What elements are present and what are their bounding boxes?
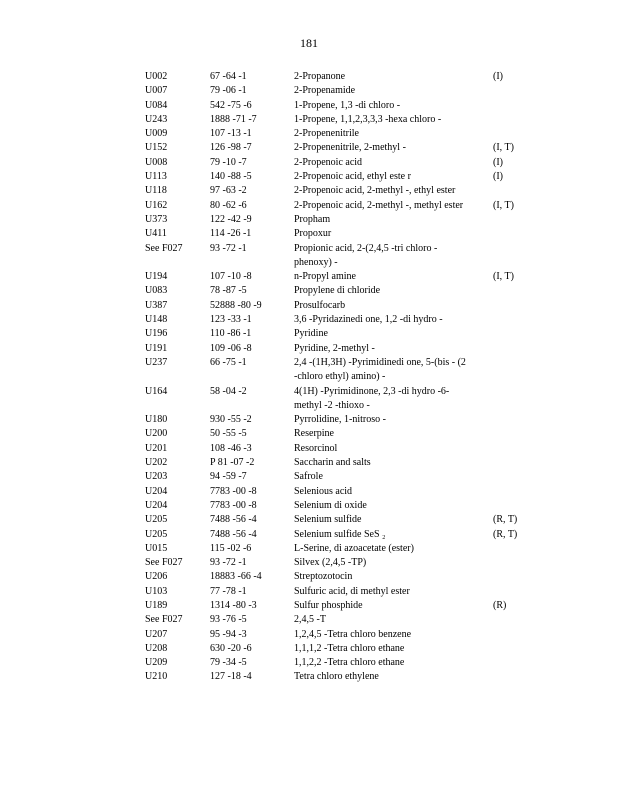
table-row (0, 313, 618, 327)
table-row (0, 613, 618, 627)
cas-number: 67 -64 -1 (210, 71, 247, 82)
table-row (0, 513, 618, 527)
table-row (0, 528, 618, 542)
substance-name: n-Propyl amine (294, 271, 356, 283)
waste-code: U162 (145, 199, 168, 211)
substance-name: Safrole (294, 471, 323, 483)
waste-code: U237 (145, 356, 168, 368)
cas-number: 107 -10 -8 (210, 271, 252, 283)
substance-name: 2-Propenoic acid (294, 156, 363, 168)
substance-name: Tetra chloro ethylene (294, 671, 379, 683)
waste-code: U189 (145, 599, 168, 611)
substance-name: Propham (294, 213, 331, 225)
table-row (0, 199, 618, 213)
table-row (0, 485, 618, 499)
waste-code: U201 (145, 442, 168, 454)
hazard-code: (I) (493, 71, 503, 82)
hazard-code: (I) (493, 156, 503, 168)
cas-number: 66 -75 -1 (210, 356, 247, 368)
table-row (0, 570, 618, 584)
waste-code: U203 (145, 471, 168, 483)
waste-code: U118 (145, 185, 167, 197)
table-row (0, 656, 618, 670)
substance-name: Resorcinol (294, 442, 338, 454)
waste-code: U411 (145, 228, 167, 240)
cas-number: 108 -46 -3 (210, 442, 252, 454)
waste-code: U191 (145, 342, 168, 354)
cas-number: 126 -98 -7 (210, 142, 252, 154)
waste-code: U083 (145, 285, 168, 297)
substance-name: 1,2,4,5 -Tetra chloro benzene (294, 628, 412, 640)
table-row (0, 113, 618, 127)
table-row (0, 599, 618, 613)
waste-code: U205 (145, 528, 168, 540)
cas-number: 115 -02 -6 (210, 542, 252, 554)
cas-number: 93 -76 -5 (210, 614, 247, 626)
substance-name: Streptozotocin (294, 571, 353, 583)
table-row (0, 242, 618, 271)
cas-number: 80 -62 -6 (210, 199, 247, 211)
substance-name: Propionic acid, 2-(2,4,5 -tri chloro - phenoxy) - (294, 242, 438, 268)
substance-name: 2-Propenenitrile, 2-methyl - (294, 142, 406, 154)
waste-code: U194 (145, 271, 168, 283)
cas-number: 109 -06 -8 (210, 342, 252, 354)
cas-number: 93 -72 -1 (210, 557, 247, 569)
substance-name: 1,1,2,2 -Tetra chloro ethane (294, 657, 405, 669)
cas-number: P 81 -07 -2 (210, 457, 255, 469)
cas-number: 79 -10 -7 (210, 156, 247, 168)
table-row (0, 442, 618, 456)
substance-name: Propylene di chloride (294, 285, 381, 297)
waste-code: See F027 (145, 242, 183, 254)
substance-name: Sulfur phosphide (294, 599, 363, 611)
table-row (0, 585, 618, 599)
table-row (0, 170, 618, 184)
cas-number: 7488 -56 -4 (210, 514, 257, 526)
waste-code: U204 (145, 485, 168, 497)
cas-number: 95 -94 -3 (210, 628, 247, 640)
cas-number: 77 -78 -1 (210, 585, 247, 597)
waste-code: U002 (145, 71, 168, 82)
substance-name: 1-Propene, 1,3 -di chloro - (294, 99, 401, 111)
substance-name: 2-Propenoic acid, 2-methyl -, ethyl ester (294, 185, 456, 197)
waste-code: U208 (145, 642, 168, 654)
substance-name: L-Serine, di azoacetate (ester) (294, 542, 414, 554)
substance-name: 4(1H) -Pyrimidinone, 2,3 -di hydro -6- methyl -2 -thioxo - (294, 385, 450, 411)
hazard-code: (R, T) (493, 528, 518, 540)
substance-name: 2-Propenoic acid, ethyl este r (294, 171, 411, 183)
cas-number: 94 -59 -7 (210, 471, 247, 483)
cas-number: 1888 -71 -7 (210, 113, 257, 125)
hazardous-waste-table (0, 70, 618, 685)
hazard-code: (R) (493, 599, 507, 611)
waste-code: U152 (145, 142, 168, 154)
cas-number: 50 -55 -5 (210, 428, 247, 440)
cas-number: 110 -86 -1 (210, 328, 252, 340)
table-row (0, 427, 618, 441)
substance-name: 3,6 -Pyridazinedi one, 1,2 -di hydro - (294, 314, 443, 326)
waste-code: U210 (145, 671, 168, 683)
waste-code: U209 (145, 657, 168, 669)
substance-name: 2-Propanone (294, 71, 346, 82)
substance-name: Propoxur (294, 228, 332, 240)
waste-code: U103 (145, 585, 168, 597)
waste-code: U196 (145, 328, 168, 340)
cas-number: 93 -72 -1 (210, 242, 247, 254)
table-row (0, 356, 618, 385)
hazard-code: (I, T) (493, 142, 514, 154)
cas-number: 122 -42 -9 (210, 213, 252, 225)
waste-code: U205 (145, 514, 168, 526)
table-row (0, 456, 618, 470)
table-row (0, 141, 618, 155)
waste-code: U180 (145, 414, 168, 426)
table-row (0, 84, 618, 98)
hazard-code: (I) (493, 171, 503, 183)
waste-code: See F027 (145, 557, 183, 569)
waste-code: See F027 (145, 614, 183, 626)
table-row (0, 628, 618, 642)
cas-number: 79 -34 -5 (210, 657, 247, 669)
substance-name: 1-Propene, 1,1,2,3,3,3 -hexa chloro - (294, 113, 442, 125)
cas-number: 78 -87 -5 (210, 285, 247, 297)
substance-name: Pyridine, 2-methyl - (294, 342, 375, 354)
substance-name: Selenium sulfide (294, 514, 362, 526)
table-row (0, 127, 618, 141)
substance-name: Selenium di oxide (294, 499, 367, 511)
table-row (0, 299, 618, 313)
substance-name: 1,1,1,2 -Tetra chloro ethane (294, 642, 405, 654)
cas-number: 114 -26 -1 (210, 228, 252, 240)
waste-code: U007 (145, 85, 168, 97)
substance-name: Selenious acid (294, 485, 353, 497)
waste-code: U164 (145, 385, 168, 397)
waste-code: U373 (145, 213, 168, 225)
table-row (0, 70, 618, 84)
waste-code: U206 (145, 571, 168, 583)
waste-code: U113 (145, 171, 167, 183)
table-row (0, 556, 618, 570)
page-number: 181 (300, 36, 318, 50)
substance-name: Sulfuric acid, di methyl ester (294, 585, 410, 597)
table-row (0, 213, 618, 227)
hazard-code: (R, T) (493, 514, 518, 526)
table-row (0, 670, 618, 684)
waste-code: U202 (145, 457, 168, 469)
substance-name: Pyridine (294, 328, 328, 340)
waste-code: U387 (145, 299, 168, 311)
waste-code: U015 (145, 542, 168, 554)
table-row (0, 385, 618, 414)
table-row (0, 184, 618, 198)
cas-number: 140 -88 -5 (210, 171, 252, 183)
table-row (0, 642, 618, 656)
cas-number: 58 -04 -2 (210, 385, 247, 397)
cas-number: 630 -20 -6 (210, 642, 252, 654)
table-row (0, 470, 618, 484)
table-row (0, 342, 618, 356)
cas-number: 7488 -56 -4 (210, 528, 257, 540)
substance-name: 2-Propenamide (294, 85, 356, 97)
substance-name: Pyrrolidine, 1-nitroso - (294, 414, 386, 426)
table-row (0, 284, 618, 298)
waste-code: U148 (145, 314, 168, 326)
substance-name: Saccharin and salts (294, 457, 371, 469)
waste-code: U204 (145, 499, 168, 511)
table-row (0, 99, 618, 113)
substance-name: 2,4 -(1H,3H) -Pyrimidinedi one, 5-(bis - (2 -chloro ethyl) amino) - (294, 356, 466, 383)
cas-number: 52888 -80 -9 (210, 299, 262, 311)
waste-code: U008 (145, 156, 168, 168)
substance-name: Reserpine (294, 428, 334, 440)
cas-number: 7783 -00 -8 (210, 485, 257, 497)
cas-number: 127 -18 -4 (210, 671, 252, 683)
substance-name: 2,4,5 -T (294, 614, 326, 626)
substance-name: Prosulfocarb (294, 299, 346, 311)
cas-number: 97 -63 -2 (210, 185, 247, 197)
substance-name: Selenium sulfide SeS ₂ (294, 528, 386, 540)
waste-code: U200 (145, 428, 168, 440)
table-row (0, 156, 618, 170)
table-row (0, 542, 618, 556)
table-row (0, 227, 618, 241)
table-row (0, 413, 618, 427)
cas-number: 542 -75 -6 (210, 99, 252, 111)
table-row (0, 327, 618, 341)
substance-name: Silvex (2,4,5 -TP) (294, 557, 367, 569)
hazard-code: (I, T) (493, 199, 514, 211)
table-row (0, 499, 618, 513)
waste-code: U084 (145, 99, 168, 111)
hazard-code: (I, T) (493, 271, 514, 283)
waste-code: U009 (145, 128, 168, 140)
cas-number: 7783 -00 -8 (210, 499, 257, 511)
cas-number: 107 -13 -1 (210, 128, 252, 140)
cas-number: 79 -06 -1 (210, 85, 247, 97)
substance-name: 2-Propenenitrile (294, 128, 359, 140)
waste-code: U207 (145, 628, 168, 640)
cas-number: 1314 -80 -3 (210, 599, 257, 611)
cas-number: 123 -33 -1 (210, 314, 252, 326)
substance-name: 2-Propenoic acid, 2-methyl -, methyl ester (294, 199, 464, 211)
waste-code: U243 (145, 113, 168, 125)
cas-number: 18883 -66 -4 (210, 571, 262, 583)
cas-number: 930 -55 -2 (210, 414, 252, 426)
table-row (0, 270, 618, 284)
